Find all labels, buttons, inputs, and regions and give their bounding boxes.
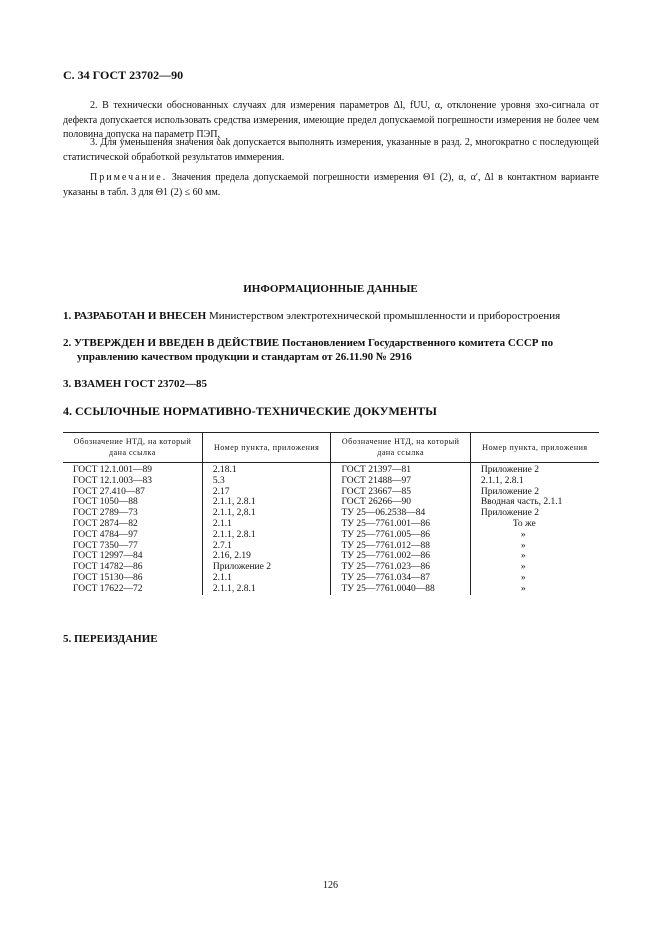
table-cell: ГОСТ 12.1.001—89 bbox=[73, 465, 152, 475]
ntd-table bbox=[63, 432, 599, 595]
note-label: Примечание. bbox=[90, 172, 168, 183]
table-cell: ГОСТ 12997—84 bbox=[73, 551, 143, 562]
table-cell: 2.7.1 bbox=[212, 540, 232, 551]
section-5: 5. ПЕРЕИЗДАНИЕ bbox=[63, 633, 158, 645]
table-cell: 2.1.1, 2.8.1 bbox=[212, 529, 256, 540]
table-cell: Приложение 2 bbox=[480, 508, 539, 519]
header-item-left: Номер пункта, приложения bbox=[202, 433, 331, 463]
table-cell: » bbox=[520, 551, 526, 562]
section-1 bbox=[63, 309, 599, 323]
paragraph-2: 2. В технически обоснованных случаях для измерения параметров Δl, fUU, α, отклонение уровня эхо-сигнала от дефекта допускается использовать средства измерения, имеющие предел допускаемой погрешности измерения не более чем половина допуска на параметр ПЭП. bbox=[63, 100, 599, 140]
table-cell: Приложение 2 bbox=[480, 465, 539, 475]
header-doc-left: Обозначение НТД, на который дана ссылка bbox=[63, 433, 202, 463]
col-left-docs bbox=[63, 463, 202, 595]
table-cell: » bbox=[520, 540, 526, 551]
table-cell: 2.1.1 bbox=[212, 518, 232, 529]
note-paragraph bbox=[63, 171, 599, 200]
table-cell: 5.3 bbox=[212, 475, 225, 486]
table-cell: ТУ 25—7761.005—86 bbox=[341, 529, 431, 540]
table-cell: ГОСТ 26266—90 bbox=[341, 497, 411, 508]
section-2-block bbox=[63, 336, 599, 364]
table-cell: 2.16, 2.19 bbox=[212, 551, 251, 562]
header-doc-right: Обозначение НТД, на который дана ссылка bbox=[331, 433, 470, 463]
section-1-heading: 1. РАЗРАБОТАН И ВНЕСЕН bbox=[63, 310, 207, 322]
table-cell: 2.1.1, 2.8.1 bbox=[212, 497, 256, 508]
table-cell: » bbox=[520, 529, 526, 540]
table-cell: 2.1.1, 2.8.1 bbox=[480, 475, 524, 486]
table-cell: Вводная часть, 2.1.1 bbox=[480, 497, 563, 508]
table-cell: ТУ 25—06.2538—84 bbox=[341, 508, 426, 519]
table-cell: ГОСТ 21397—81 bbox=[341, 465, 411, 475]
table-cell: ГОСТ 4784—97 bbox=[73, 529, 138, 540]
table-cell: ГОСТ 2874—82 bbox=[73, 518, 138, 529]
note-text: Значения предела допускаемой погрешности измерения Θ1 (2), α, α′, Δl в контактном варианте указаны в табл. 3 для Θ1 (2) ≤ 60 мм. bbox=[63, 172, 599, 198]
table-cell: » bbox=[520, 562, 526, 573]
table-cell: ТУ 25—7761.012—88 bbox=[341, 540, 431, 551]
table-cell: ГОСТ 12.1.003—83 bbox=[73, 475, 152, 486]
table-cell: Приложение 2 bbox=[480, 486, 539, 497]
table-cell: ТУ 25—7761.023—86 bbox=[341, 562, 431, 573]
table-cell: ГОСТ 2789—73 bbox=[73, 508, 138, 519]
section-2-heading: 2. УТВЕРЖДЕН И ВВЕДЕН В ДЕЙСТВИЕ bbox=[63, 337, 280, 349]
table-cell: То же bbox=[512, 518, 536, 529]
table-cell: ГОСТ 1050—88 bbox=[73, 497, 138, 508]
page-header: С. 34 ГОСТ 23702—90 bbox=[63, 68, 184, 82]
table-cell: » bbox=[520, 572, 526, 583]
col-left-items bbox=[202, 463, 331, 595]
section-1-text: Министерством электротехнической промышленности и приборостроения bbox=[208, 310, 561, 322]
table-header-row bbox=[63, 433, 599, 463]
table-cell: » bbox=[520, 583, 526, 594]
table-cell: 2.1.1 bbox=[212, 572, 232, 583]
table-cell: ТУ 25—7761.001—86 bbox=[341, 518, 431, 529]
table-cell: ТУ 25—7761.002—86 bbox=[341, 551, 431, 562]
section-4: 4. ССЫЛОЧНЫЕ НОРМАТИВНО-ТЕХНИЧЕСКИЕ ДОКУМЕНТЫ bbox=[63, 404, 437, 418]
table-cell: ТУ 25—7761.0040—88 bbox=[341, 583, 435, 594]
section-3: 3. ВЗАМЕН ГОСТ 23702—85 bbox=[63, 378, 208, 390]
table-cell: ТУ 25—7761.034—87 bbox=[341, 572, 431, 583]
table-cell: ГОСТ 7350—77 bbox=[73, 540, 138, 551]
table-cell: Приложение 2 bbox=[212, 562, 271, 573]
table-cell: ГОСТ 14782—86 bbox=[73, 562, 143, 573]
table-cell: 2.1.1, 2.8.1 bbox=[212, 583, 256, 594]
paragraph-3: 3. Для уменьшения значения δak допускается выполнять измерения, указанные в разд. 2, многократно с последующей статистической обработкой результатов иммерения. bbox=[63, 137, 599, 163]
table-cell: 2.1.1, 2,8.1 bbox=[212, 508, 256, 519]
col-right-items bbox=[470, 463, 599, 595]
info-title: ИНФОРМАЦИОННЫЕ ДАННЫЕ bbox=[243, 283, 418, 295]
table-cell: ГОСТ 27.410—87 bbox=[73, 486, 145, 497]
table-body-row bbox=[63, 463, 599, 595]
header-item-right: Номер пункта, приложения bbox=[470, 433, 599, 463]
table-cell: 2.18.1 bbox=[212, 465, 237, 475]
col-right-docs bbox=[331, 463, 470, 595]
page-number: 126 bbox=[323, 880, 338, 891]
section-2-text: Постановлением Государственного комитета СССР по управлению качеством продукции и стандартам от 26.11.90 № 2916 bbox=[77, 337, 554, 363]
section-2 bbox=[63, 336, 599, 364]
table-cell: ГОСТ 15130—86 bbox=[73, 572, 143, 583]
table-cell: 2.17 bbox=[212, 486, 230, 497]
table-cell: ГОСТ 23667—85 bbox=[341, 486, 411, 497]
table-cell: ГОСТ 21488—97 bbox=[341, 475, 411, 486]
table-cell: ГОСТ 17622—72 bbox=[73, 583, 143, 594]
